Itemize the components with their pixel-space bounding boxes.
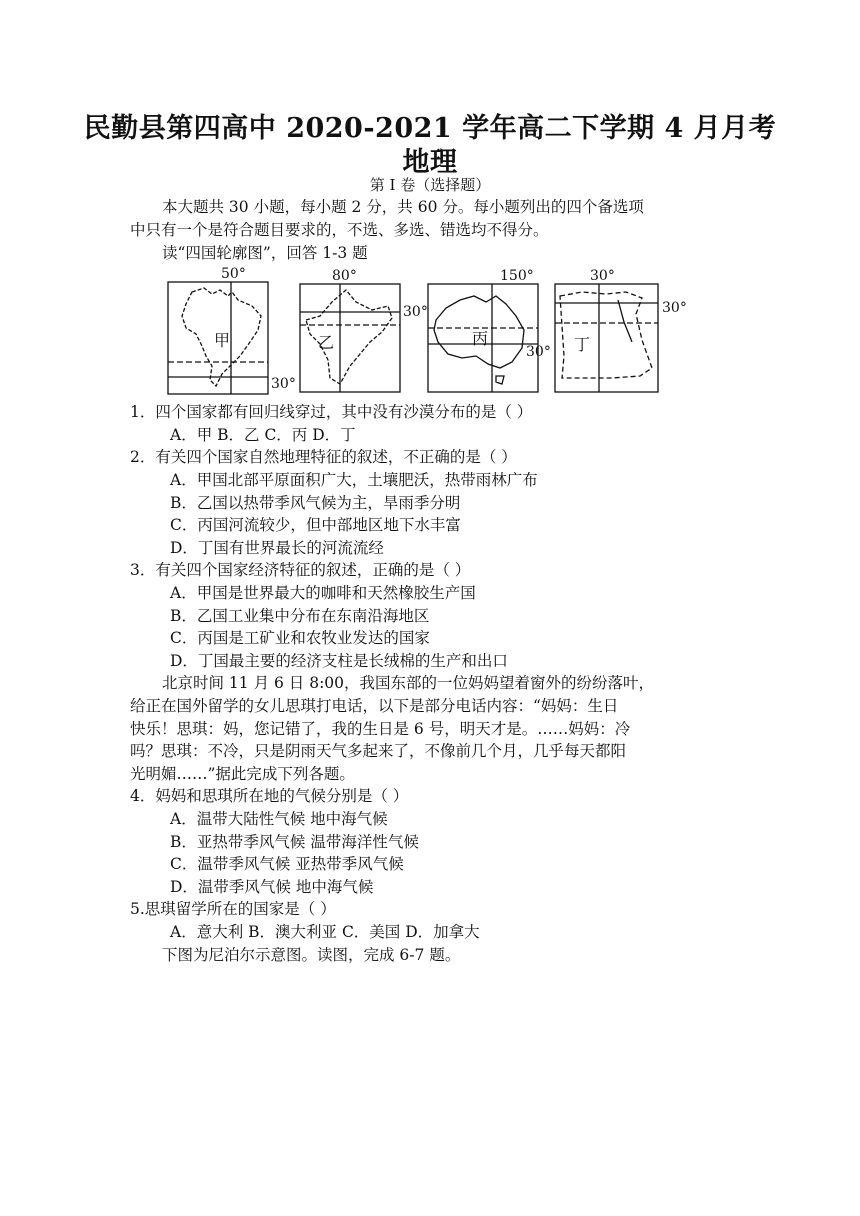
question-5-stem: 5.思琪留学所在的国家是（ ）: [130, 900, 336, 918]
map2-latitude-label: 30°: [403, 304, 428, 320]
map4-latitude-label: 30°: [662, 300, 687, 316]
question-4-option-c: C．温带季风气候 亚热带季风气候: [170, 855, 404, 873]
passage-line-4: 吗？思琪：不冷，只是阴雨天气多起来了，不像前几个月，几乎每天都阳: [130, 742, 627, 760]
question-3-option-d: D．丁国最主要的经济支柱是长绒棉的生产和出口: [170, 652, 508, 670]
question-4-option-b: B．亚热带季风气候 温带海洋性气候: [170, 833, 419, 851]
passage-line-3: 快乐！思琪：妈，您记错了，我的生日是 6 号，明天才是。……妈妈：冷: [130, 720, 631, 738]
country-label-yi: 乙: [318, 333, 335, 352]
question-1-stem: 1．四个国家都有回归线穿过，其中没有沙漠分布的是（ ）: [130, 403, 533, 421]
passage-line-5: 光明媚……”据此完成下列各题。: [130, 765, 355, 783]
passage-line-1: 北京时间 11 月 6 日 8:00，我国东部的一位妈妈望着窗外的纷纷落叶，: [162, 674, 655, 692]
question-2-stem: 2．有关四个国家自然地理特征的叙述，不正确的是（ ）: [130, 448, 517, 466]
instructions-line-2: 中只有一个是符合题目要求的，不选、多选、错选均不得分。: [130, 221, 549, 239]
question-1-options: A．甲 B．乙 C．丙 D．丁: [170, 426, 356, 444]
question-2-option-d: D．丁国有世界最长的河流流经: [170, 539, 384, 557]
four-country-outline-maps: [160, 266, 700, 398]
map1-latitude-label: 30°: [271, 376, 296, 392]
document-title: 民勤县第四高中 2020-2021 学年高二下学期 4 月月考: [83, 113, 777, 144]
question-5-options: A．意大利 B．澳大利亚 C．美国 D．加拿大: [170, 923, 480, 941]
map-reading-prompt: 读“四国轮廓图”，回答 1-3 题: [162, 244, 368, 262]
passage-line-2: 给正在国外留学的女儿思琪打电话，以下是部分电话内容：“妈妈：生日: [130, 697, 619, 715]
map-egypt: [555, 284, 658, 392]
question-4-stem: 4．妈妈和思琪所在地的气候分别是（ ）: [130, 787, 409, 805]
document-subject: 地理: [402, 147, 458, 178]
map3-latitude-label: 30°: [526, 344, 551, 360]
map3-longitude-label: 150°: [500, 268, 534, 284]
map1-longitude-label: 50°: [221, 266, 246, 282]
map4-longitude-label: 30°: [590, 268, 615, 284]
country-label-ding: 丁: [574, 335, 591, 354]
question-3-stem: 3．有关四个国家经济特征的叙述，正确的是（ ）: [130, 561, 471, 579]
outline-maps-figure: [160, 266, 700, 398]
instructions-line-1: 本大题共 30 小题，每小题 2 分，共 60 分。每小题列出的四个备选项: [162, 198, 644, 216]
country-label-jia: 甲: [214, 331, 231, 350]
question-2-option-c: C．丙国河流较少，但中部地区地下水丰富: [170, 516, 461, 534]
closing-instruction: 下图为尼泊尔示意图。读图，完成 6-7 题。: [162, 946, 461, 964]
question-3-option-b: B．乙国工业集中分布在东南沿海地区: [170, 607, 430, 625]
question-3-option-c: C．丙国是工矿业和农牧业发达的国家: [170, 629, 430, 647]
question-3-option-a: A．甲国是世界最大的咖啡和天然橡胶生产国: [170, 584, 476, 602]
question-2-option-b: B．乙国以热带季风气候为主，旱雨季分明: [170, 494, 461, 512]
section-heading: 第 I 卷（选择题）: [369, 176, 491, 194]
question-2-option-a: A．甲国北部平原面积广大，土壤肥沃，热带雨林广布: [170, 471, 538, 489]
country-label-bing: 丙: [472, 329, 489, 348]
question-4-option-d: D．温带季风气候 地中海气候: [170, 878, 374, 896]
map2-longitude-label: 80°: [332, 268, 357, 284]
question-4-option-a: A．温带大陆性气候 地中海气候: [170, 810, 388, 828]
map-india: [300, 284, 400, 392]
